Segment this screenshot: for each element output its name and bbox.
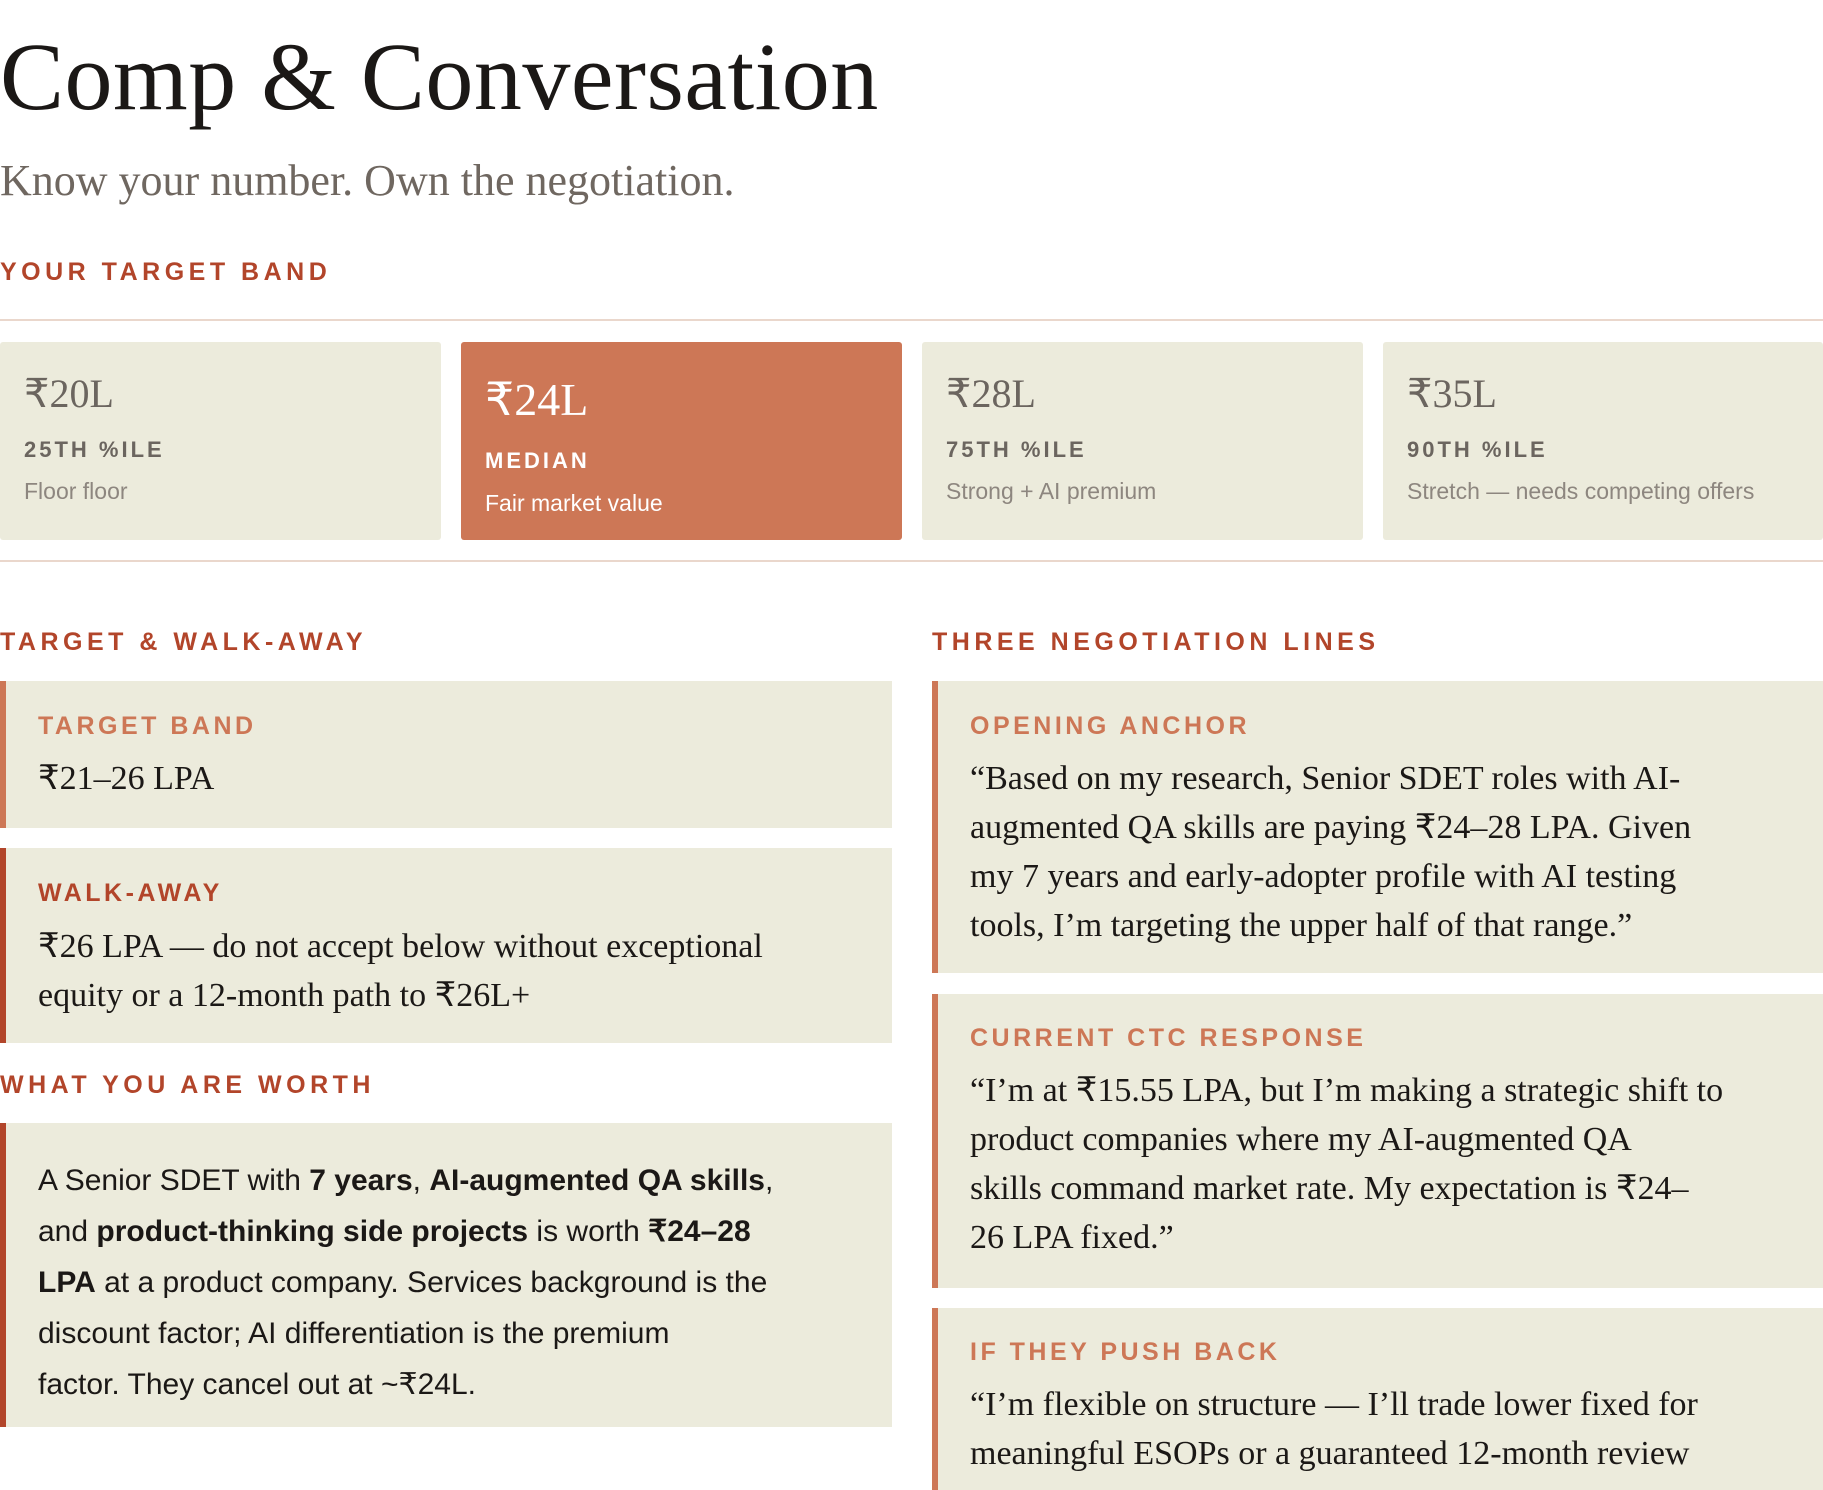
walkaway-line: equity or a 12-month path to ₹26L+ — [38, 977, 531, 1014]
section-label-target-band: YOUR TARGET BAND — [0, 258, 332, 286]
band-value: ₹20L — [24, 371, 114, 416]
current-ctc-box — [932, 994, 1823, 1288]
pushback-text — [970, 1380, 1698, 1478]
band-label: 90TH %ILE — [1407, 437, 1548, 462]
quote-line: product companies where my AI-augmented QA — [970, 1121, 1632, 1158]
box-label: WALK-AWAY — [38, 879, 223, 907]
divider — [0, 560, 1823, 562]
band-description: Fair market value — [485, 490, 663, 516]
box-label: IF THEY PUSH BACK — [970, 1338, 1281, 1366]
current-ctc-text — [970, 1066, 1723, 1262]
target-band-row — [0, 342, 1823, 540]
opening-anchor-text — [970, 754, 1691, 950]
band-description: Floor floor — [24, 478, 128, 504]
quote-line: “I’m flexible on structure — I’ll trade lower fixed for — [970, 1386, 1698, 1423]
band-description: Strong + AI premium — [946, 478, 1157, 504]
band-description: Stretch — needs competing offers — [1407, 478, 1755, 504]
walkaway-box — [0, 848, 892, 1043]
opening-anchor-box — [932, 681, 1823, 973]
band-label: MEDIAN — [485, 448, 590, 473]
band-card-90th — [1383, 342, 1823, 540]
worth-box — [0, 1123, 892, 1427]
quote-line: augmented QA skills are paying ₹24–28 LPA. Given — [970, 809, 1692, 846]
worth-line: factor. They cancel out at ~₹24L. — [38, 1368, 476, 1401]
box-label: OPENING ANCHOR — [970, 712, 1251, 740]
page-title: Comp & Conversation — [0, 23, 879, 130]
band-card-75th — [922, 342, 1363, 540]
worth-line: discount factor; AI differentiation is the premium — [38, 1317, 670, 1350]
worth-line: LPA at a product company. Services background is the — [38, 1266, 768, 1299]
box-label: CURRENT CTC RESPONSE — [970, 1024, 1367, 1052]
quote-line: meaningful ESOPs or a guaranteed 12-month review — [970, 1435, 1690, 1472]
quote-line: “I’m at ₹15.55 LPA, but I’m making a strategic shift to — [970, 1072, 1724, 1109]
section-label-negotiation: THREE NEGOTIATION LINES — [932, 628, 1380, 656]
quote-line: skills command market rate. My expectation is ₹24– — [970, 1170, 1689, 1207]
quote-line: my 7 years and early-adopter profile with AI testing — [970, 858, 1677, 895]
target-band-box — [0, 681, 892, 828]
divider — [0, 319, 1823, 321]
band-value: ₹24L — [485, 374, 589, 425]
band-label: 75TH %ILE — [946, 437, 1087, 462]
walkaway-line: ₹26 LPA — do not accept below without exceptional — [38, 928, 763, 965]
band-card-median — [461, 342, 902, 540]
walkaway-text — [38, 922, 763, 1020]
quote-line: 26 LPA fixed.” — [970, 1219, 1174, 1256]
band-value: ₹35L — [1407, 371, 1497, 416]
worth-paragraph — [38, 1155, 878, 1410]
pushback-box — [932, 1308, 1823, 1490]
box-label: TARGET BAND — [38, 712, 257, 740]
band-card-25th — [0, 342, 441, 540]
worth-line: A Senior SDET with 7 years, AI-augmented QA skills, — [38, 1164, 774, 1197]
band-label: 25TH %ILE — [24, 437, 165, 462]
band-value: ₹28L — [946, 371, 1036, 416]
page-subtitle: Know your number. Own the negotiation. — [0, 156, 735, 205]
section-label-worth: WHAT YOU ARE WORTH — [0, 1071, 375, 1099]
quote-line: “Based on my research, Senior SDET roles with AI- — [970, 760, 1681, 797]
target-band-value: ₹21–26 LPA — [38, 760, 215, 797]
section-label-target-walkaway: TARGET & WALK-AWAY — [0, 628, 368, 656]
worth-line: and product-thinking side projects is worth ₹24–28 — [38, 1215, 751, 1248]
quote-line: tools, I’m targeting the upper half of that range.” — [970, 907, 1633, 944]
